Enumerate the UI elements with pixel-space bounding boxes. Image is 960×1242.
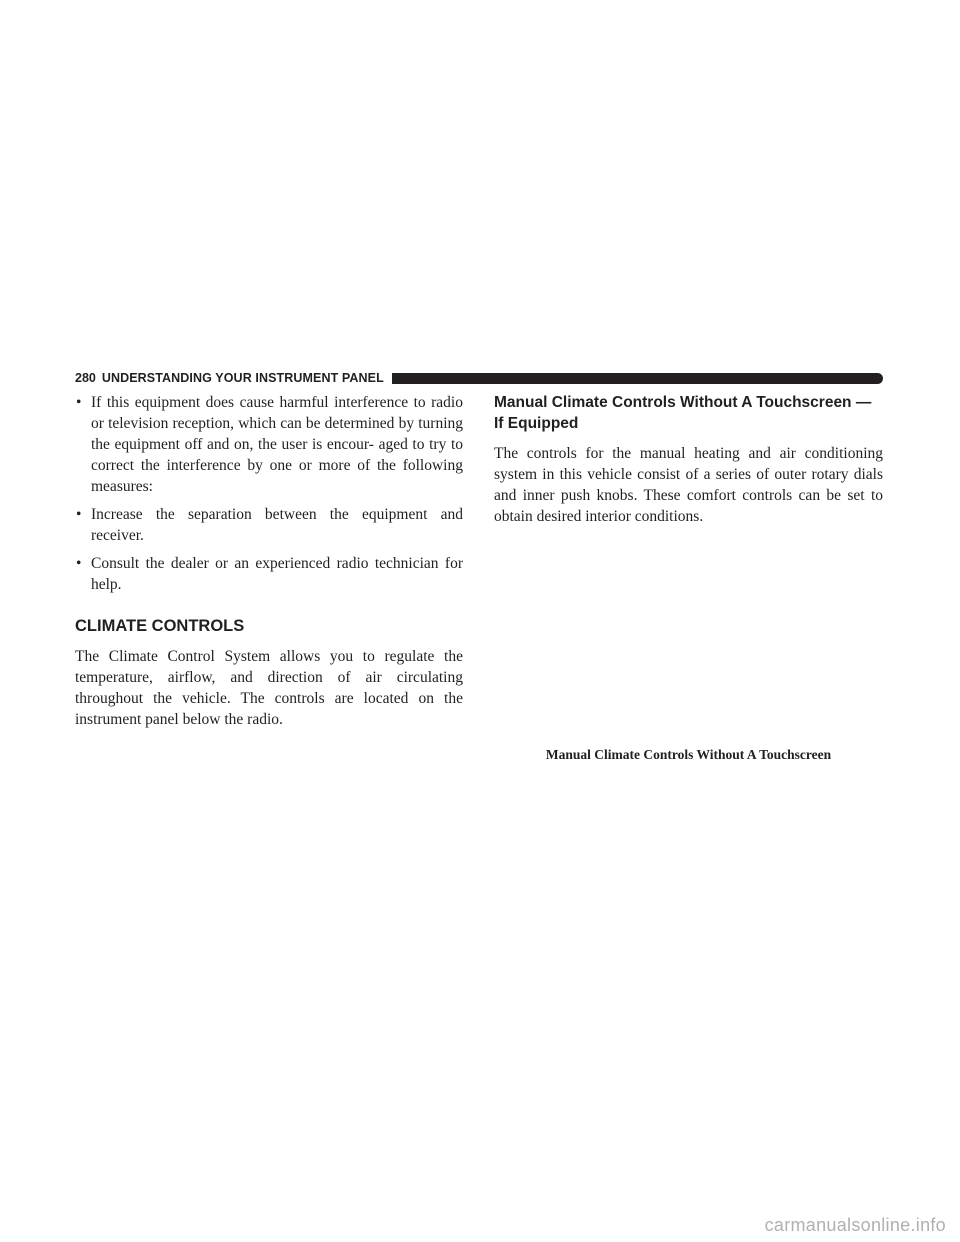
watermark: carmanualsonline.info: [764, 1215, 946, 1235]
bullet-icon: •: [76, 555, 82, 572]
right-column: [494, 392, 883, 763]
list-item: [75, 504, 463, 546]
header-rule: [392, 373, 883, 384]
list-item: [75, 553, 463, 595]
climate-controls-paragraph: The Climate Control System allows you to regulate the temperature, airflow, and direction of air circulating throughout the vehicle. The controls are located on the instrument panel below the radio.: [75, 648, 463, 728]
left-column: [75, 392, 463, 730]
bullet-text: Increase the separation between the equipment and receiver.: [91, 506, 463, 544]
list-item: [75, 392, 463, 497]
figure-placeholder: [494, 527, 883, 741]
figure-caption: Manual Climate Controls Without A Touchscreen: [545, 747, 832, 762]
manual-controls-heading: Manual Climate Controls Without A Touchscreen — If Equipped: [494, 394, 872, 432]
bullet-text: If this equipment does cause harmful interference to radio or television reception, which can be determined by turning the equipment off and on, the user is encour- aged to try to correct the interference by one or more of the following measures:: [91, 394, 463, 495]
page-header: [75, 370, 883, 386]
bullet-list: [75, 392, 463, 595]
bullet-icon: •: [76, 506, 82, 523]
page-number: 280: [75, 371, 96, 385]
section-title: UNDERSTANDING YOUR INSTRUMENT PANEL: [101, 371, 384, 385]
manual-controls-paragraph: The controls for the manual heating and air conditioning system in this vehicle consist of a series of outer rotary dials and inner push knobs. These comfort controls can be set to obtain desired interior conditions.: [494, 445, 883, 525]
climate-controls-heading: CLIMATE CONTROLS: [75, 617, 245, 635]
bullet-icon: •: [76, 394, 82, 411]
bullet-text: Consult the dealer or an experienced radio technician for help.: [91, 555, 463, 593]
